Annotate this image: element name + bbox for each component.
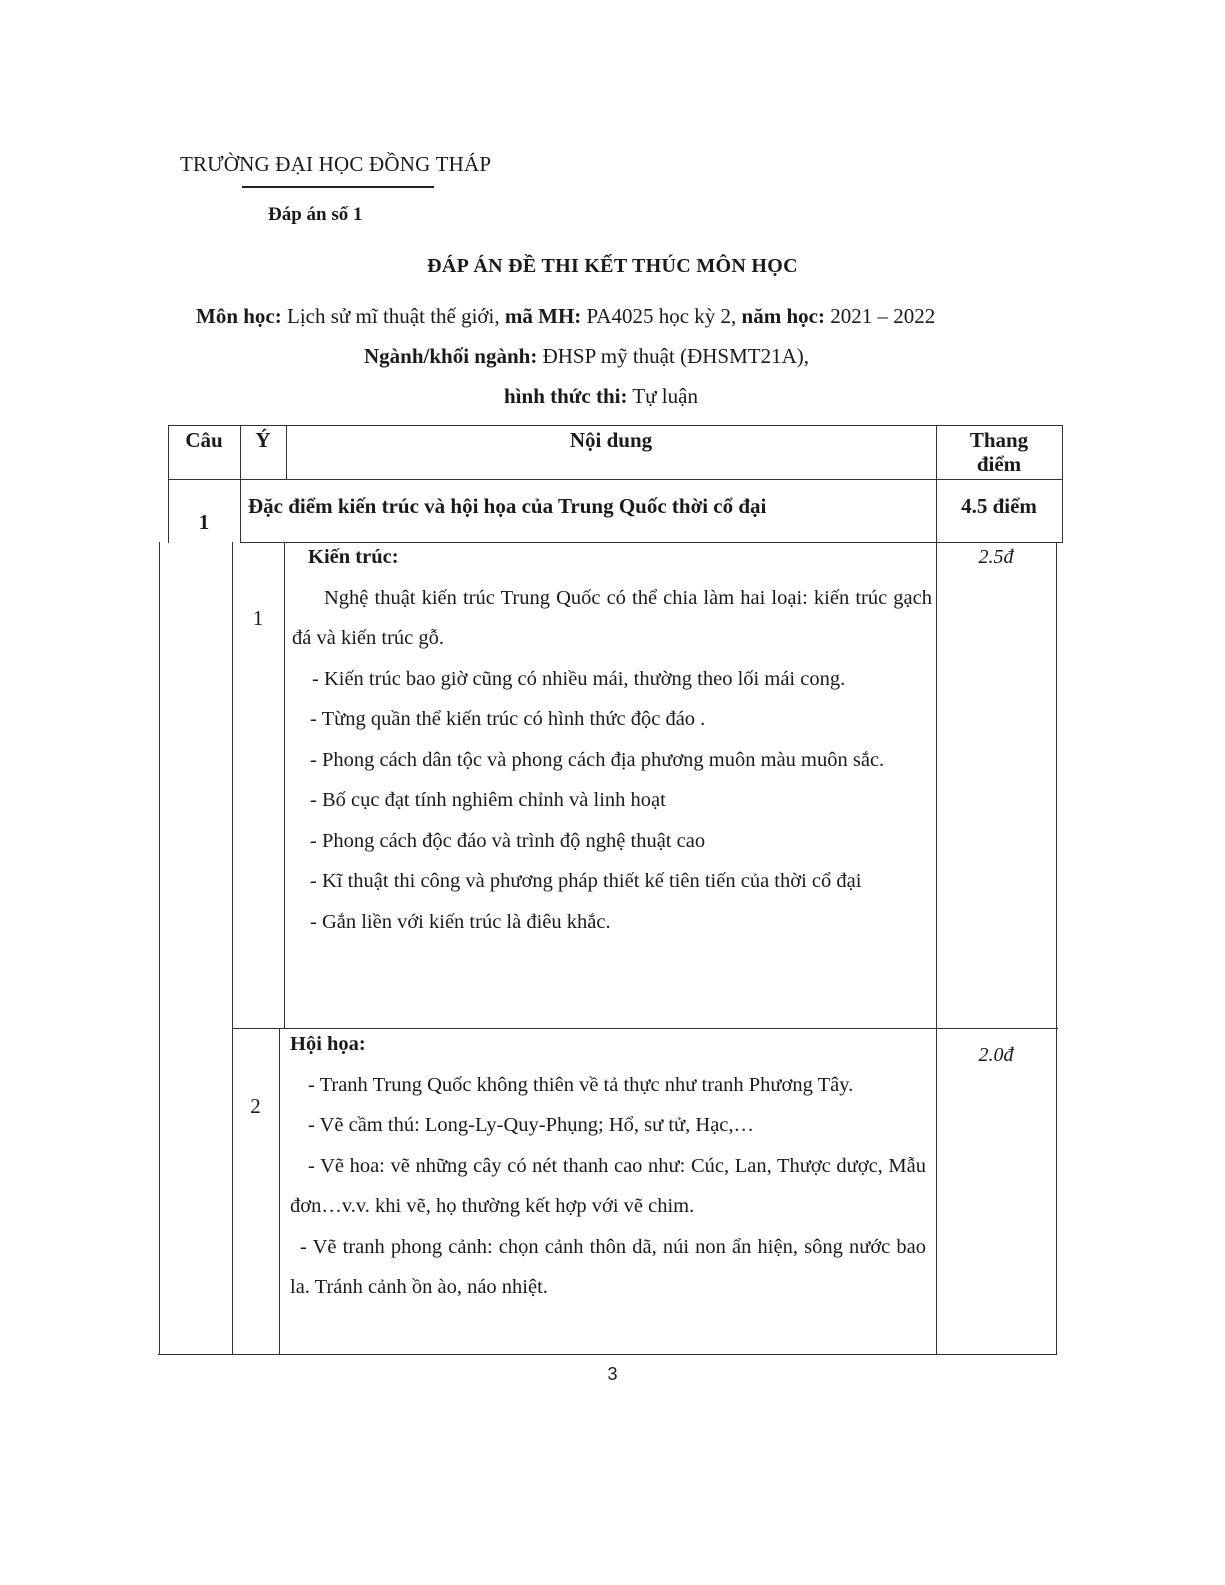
table-border-right-bottom	[1056, 542, 1057, 1355]
school-underline	[242, 186, 434, 188]
item1-line: Nghệ thuật kiến trúc Trung Quốc có thể chia làm hai loại: kiến trúc gạch đá và kiến trúc gỗ.	[292, 586, 932, 649]
item-content-2	[290, 1024, 926, 1308]
item-number-1: 1	[252, 606, 264, 630]
table-border-right-top	[1062, 425, 1063, 543]
item-content-1	[292, 537, 932, 942]
item-score-1: 2.5đ	[978, 546, 1014, 568]
item1-line: - Phong cách dân tộc và phong cách địa phương muôn màu muôn sắc.	[310, 748, 885, 771]
item-score-2: 2.0đ	[978, 1044, 1014, 1066]
item-number-2: 2	[250, 1094, 261, 1118]
item2-line: - Vẽ tranh phong cảnh: chọn cảnh thôn dã, núi non ẩn hiện, sông nước bao la. Tránh cảnh ồn ào, náo nhiệt.	[290, 1235, 926, 1298]
subject-value: Lịch sử mĩ thuật thế giới,	[281, 304, 505, 328]
school-name: TRƯỜNG ĐẠI HỌC ĐỒNG THÁP	[180, 152, 492, 176]
col-divider-y-item1	[284, 542, 285, 1029]
code-label: mã MH:	[504, 304, 582, 328]
table-border-bottom	[158, 1354, 1056, 1355]
table-border-top	[168, 425, 1062, 426]
question-score: 4.5 điểm	[961, 494, 1037, 518]
document-title: ĐÁP ÁN ĐỀ THI KẾT THÚC MÔN HỌC	[427, 255, 798, 277]
major-value: ĐHSP mỹ thuật (ĐHSMT21A),	[537, 344, 809, 368]
question-number: 1	[198, 510, 210, 534]
item2-line: - Vẽ hoa: vẽ những cây có nét thanh cao như: Cúc, Lan, Thược dược, Mẫu đơn…v.v. khi vẽ, họ thường kết hợp với vẽ chim.	[290, 1154, 926, 1217]
table-border-left-bottom	[159, 542, 160, 1355]
item-heading-1: Kiến trúc:	[308, 546, 399, 568]
major-label: Ngành/khối ngành:	[364, 344, 538, 368]
exam-form-line	[504, 384, 698, 409]
header-thang-diem	[936, 428, 1062, 476]
item1-line: - Phong cách độc đáo và trình độ nghệ thuật cao	[310, 829, 706, 852]
question-title: Đặc điểm kiến trúc và hội họa của Trung Quốc thời cổ đại	[248, 494, 767, 518]
answer-number: Đáp án số 1	[268, 204, 363, 225]
year-label: năm học:	[741, 304, 825, 328]
header-y: Ý	[255, 428, 271, 452]
item2-line: - Tranh Trung Quốc không thiên về tả thực như tranh Phương Tây.	[308, 1073, 854, 1096]
form-value: Tự luận	[627, 384, 698, 408]
item1-line: - Từng quần thể kiến trúc có hình thức độc đáo .	[310, 708, 706, 730]
item1-line: - Kiến trúc bao giờ cũng có nhiều mái, thường theo lối mái cong.	[312, 667, 846, 690]
year-value: 2021 – 2022	[824, 304, 936, 328]
subject-label: Môn học:	[196, 304, 282, 328]
item1-line: - Gắn liền với kiến trúc là điêu khắc.	[310, 910, 611, 933]
table-header-divider	[168, 479, 1062, 480]
col-divider-cau-bottom	[232, 542, 233, 1355]
item1-line: - Kĩ thuật thi công và phương pháp thiết kế tiên tiến của thời cổ đại	[310, 870, 862, 892]
major-line	[364, 344, 809, 369]
header-thang: Thang	[969, 428, 1029, 452]
subject-line	[196, 304, 935, 329]
code-value: PA4025 học kỳ 2,	[581, 304, 742, 328]
header-noi-dung: Nội dung	[569, 428, 653, 452]
header-diem: điểm	[976, 452, 1022, 476]
item1-line: - Bố cục đạt tính nghiêm chỉnh và linh hoạt	[310, 789, 666, 811]
item2-line: - Vẽ cầm thú: Long-Ly-Quy-Phụng; Hổ, sư tử, Hạc,…	[308, 1114, 755, 1136]
page-number: 3	[607, 1364, 618, 1384]
col-divider-y-item2	[279, 1028, 280, 1355]
form-label: hình thức thi:	[504, 384, 628, 408]
item-heading-2: Hội họa:	[290, 1033, 366, 1055]
header-cau: Câu	[185, 428, 223, 452]
